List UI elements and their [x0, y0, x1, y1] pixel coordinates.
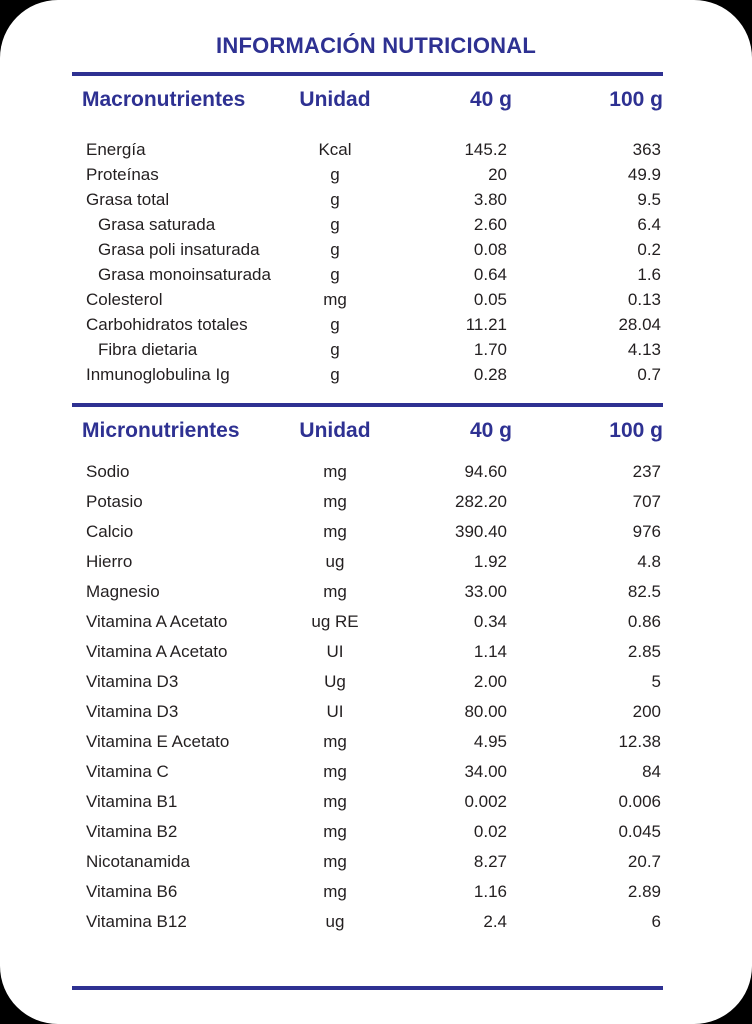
row-value-100g: 1.6 [637, 265, 661, 284]
row-value-100g: 2.85 [627, 642, 661, 661]
table-row [72, 577, 663, 607]
row-unit: mg [323, 492, 347, 511]
row-unit: mg [323, 522, 347, 541]
row-label: Carbohidratos totales [86, 315, 248, 334]
table-row [72, 607, 663, 637]
table-row [72, 187, 663, 212]
row-label: Vitamina A Acetato [86, 642, 228, 661]
row-value-100g: 9.5 [637, 190, 661, 209]
row-label: Vitamina D3 [86, 702, 179, 721]
row-value-40g: 0.28 [473, 365, 507, 384]
row-value-100g: 0.045 [618, 822, 661, 841]
row-value-40g: 11.21 [465, 315, 507, 334]
row-value-40g: 0.02 [473, 822, 507, 841]
row-value-40g: 4.95 [473, 732, 507, 751]
row-value-40g: 80.00 [464, 702, 507, 721]
row-value-100g: 82.5 [627, 582, 661, 601]
table-row [72, 637, 663, 667]
column-header-macronutrientes: Macronutrientes [82, 88, 246, 111]
table-row [72, 817, 663, 847]
row-label: Vitamina D3 [86, 672, 179, 691]
row-label: Inmunoglobulina Ig [86, 365, 230, 384]
table-row [72, 727, 663, 757]
row-unit: mg [323, 582, 347, 601]
row-unit: mg [323, 762, 347, 781]
row-unit: UI [326, 702, 344, 721]
micronutrientes-table-body [72, 457, 663, 937]
row-value-40g: 34.00 [464, 762, 507, 781]
table-row [72, 162, 663, 187]
row-label: Grasa monoinsaturada [98, 265, 271, 284]
row-unit: g [330, 215, 340, 234]
row-value-40g: 0.34 [473, 612, 507, 631]
row-label: Grasa poli insaturada [98, 240, 260, 259]
row-value-40g: 8.27 [473, 852, 507, 871]
row-unit: g [330, 340, 340, 359]
table-row [72, 877, 663, 907]
table-row [72, 697, 663, 727]
row-value-40g: 0.002 [464, 792, 507, 811]
column-header-40g: 40 g [469, 88, 512, 111]
row-label: Vitamina C [86, 762, 169, 781]
row-unit: UI [326, 642, 344, 661]
row-unit: mg [323, 822, 347, 841]
row-label: Vitamina B1 [86, 792, 178, 811]
row-label: Vitamina E Acetato [86, 732, 230, 751]
table-row [72, 667, 663, 697]
row-unit: g [330, 190, 340, 209]
row-value-100g: 0.7 [637, 365, 661, 384]
row-unit: mg [323, 732, 347, 751]
row-value-100g: 2.89 [627, 882, 661, 901]
row-value-100g: 84 [642, 762, 661, 781]
row-value-40g: 1.92 [473, 552, 507, 571]
row-label: Vitamina A Acetato [86, 612, 228, 631]
row-value-100g: 4.8 [637, 552, 661, 571]
row-value-100g: 49.9 [627, 165, 661, 184]
row-unit: Ug [324, 672, 346, 691]
row-value-40g: 0.64 [473, 265, 507, 284]
table-row [72, 517, 663, 547]
table-row [72, 237, 663, 262]
row-value-40g: 2.00 [473, 672, 507, 691]
row-value-100g: 28.04 [618, 315, 661, 334]
row-unit: mg [323, 792, 347, 811]
table-row [72, 907, 663, 937]
table-row [72, 287, 663, 312]
row-unit: g [330, 365, 340, 384]
table-header-macronutrientes [72, 89, 663, 111]
row-label: Vitamina B12 [86, 912, 187, 931]
row-value-100g: 200 [632, 702, 661, 721]
table-row [72, 137, 663, 162]
table-row [72, 312, 663, 337]
table-row [72, 787, 663, 817]
row-label: Grasa total [86, 190, 170, 209]
column-header-100g: 100 g [609, 419, 663, 442]
table-header-micronutrientes [72, 420, 663, 442]
row-label: Proteínas [86, 165, 159, 184]
divider-bottom [72, 986, 663, 990]
page-title: INFORMACIÓN NUTRICIONAL [216, 33, 536, 58]
row-label: Nicotanamida [86, 852, 190, 871]
row-label: Fibra dietaria [98, 340, 198, 359]
row-value-100g: 0.13 [627, 290, 661, 309]
row-value-40g: 0.08 [473, 240, 507, 259]
row-label: Grasa saturada [98, 215, 216, 234]
row-value-100g: 20.7 [627, 852, 661, 871]
column-header-unidad: Unidad [299, 419, 371, 442]
table-row [72, 757, 663, 787]
row-unit: g [330, 265, 340, 284]
row-unit: ug RE [311, 612, 359, 631]
row-unit: mg [323, 852, 347, 871]
row-label: Magnesio [86, 582, 160, 601]
row-value-100g: 237 [632, 462, 661, 481]
divider-middle [72, 403, 663, 407]
row-label: Sodio [86, 462, 130, 481]
row-value-100g: 707 [632, 492, 661, 511]
row-unit: mg [323, 462, 347, 481]
row-value-100g: 0.2 [637, 240, 661, 259]
row-value-40g: 1.70 [473, 340, 507, 359]
row-label: Colesterol [86, 290, 163, 309]
row-value-100g: 6 [651, 912, 661, 931]
row-value-100g: 4.13 [627, 340, 661, 359]
row-value-40g: 2.4 [483, 912, 507, 931]
row-value-40g: 0.05 [473, 290, 507, 309]
row-value-40g: 20 [488, 165, 507, 184]
table-row [72, 457, 663, 487]
column-header-micronutrientes: Micronutrientes [82, 419, 240, 442]
row-value-100g: 12.38 [618, 732, 661, 751]
table-row [72, 362, 663, 387]
column-header-40g: 40 g [469, 419, 512, 442]
row-value-100g: 6.4 [637, 215, 661, 234]
divider-top [72, 72, 663, 76]
row-unit: g [330, 240, 340, 259]
table-row [72, 547, 663, 577]
row-unit: mg [323, 290, 347, 309]
macronutrientes-table-body [72, 137, 663, 387]
row-value-40g: 94.60 [464, 462, 507, 481]
column-header-100g: 100 g [609, 88, 663, 111]
table-row [72, 262, 663, 287]
row-label: Vitamina B2 [86, 822, 178, 841]
row-value-40g: 2.60 [473, 215, 507, 234]
row-unit: g [330, 315, 340, 334]
table-row [72, 212, 663, 237]
table-row [72, 337, 663, 362]
row-label: Hierro [86, 552, 133, 571]
row-value-100g: 0.86 [627, 612, 661, 631]
row-label: Calcio [86, 522, 134, 541]
row-unit: g [330, 165, 340, 184]
row-label: Potasio [86, 492, 143, 511]
row-value-40g: 145.2 [464, 140, 507, 159]
row-value-40g: 1.14 [473, 642, 507, 661]
row-unit: mg [323, 882, 347, 901]
row-unit: Kcal [318, 140, 352, 159]
row-unit: ug [325, 912, 345, 931]
table-row [72, 487, 663, 517]
row-label: Energía [86, 140, 146, 159]
row-value-100g: 976 [632, 522, 661, 541]
row-value-40g: 390.40 [455, 522, 507, 541]
table-row [72, 847, 663, 877]
row-value-40g: 1.16 [473, 882, 507, 901]
column-header-unidad: Unidad [299, 88, 371, 111]
row-value-40g: 282.20 [455, 492, 507, 511]
row-label: Vitamina B6 [86, 882, 178, 901]
row-value-40g: 3.80 [473, 190, 507, 209]
row-unit: ug [325, 552, 345, 571]
row-value-100g: 0.006 [618, 792, 661, 811]
row-value-100g: 5 [651, 672, 661, 691]
row-value-100g: 363 [632, 140, 661, 159]
row-value-40g: 33.00 [464, 582, 507, 601]
